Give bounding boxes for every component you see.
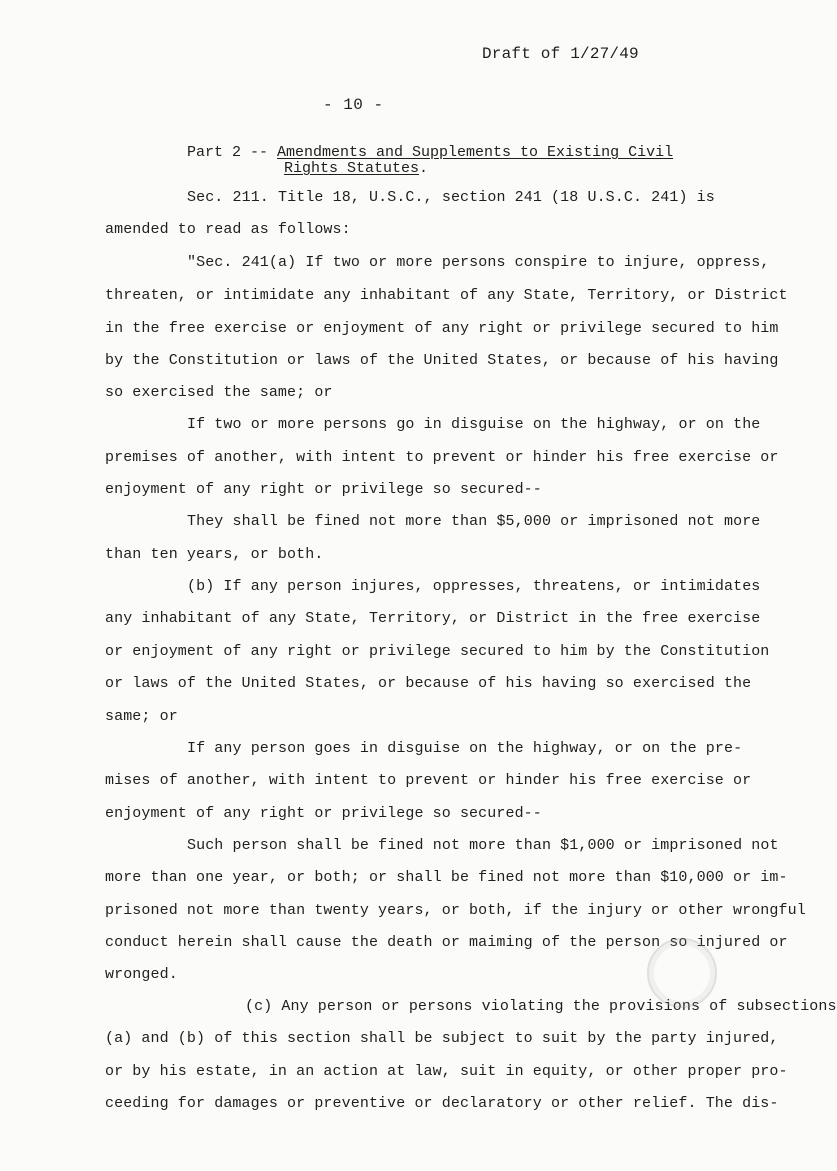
- text-line: premises of another, with intent to prevent or hinder his free exercise or: [105, 449, 779, 466]
- text-line: more than one year, or both; or shall be fined not more than $10,000 or im-: [105, 869, 788, 886]
- text-line: conduct herein shall cause the death or maiming of the person so injured or: [105, 934, 788, 951]
- part-heading-prefix: Part 2 --: [187, 144, 278, 161]
- text-line: or by his estate, in an action at law, suit in equity, or other proper pro-: [105, 1063, 788, 1080]
- text-line: so exercised the same; or: [105, 384, 333, 401]
- text-line: If any person goes in disguise on the highway, or on the pre-: [187, 740, 743, 757]
- text-line: (b) If any person injures, oppresses, threatens, or intimidates: [187, 578, 761, 595]
- text-line: If two or more persons go in disguise on the highway, or on the: [187, 416, 761, 433]
- text-line: same; or: [105, 708, 178, 725]
- archive-stamp-seal: [647, 938, 717, 1008]
- text-line: prisoned not more than twenty years, or both, if the injury or other wrongful: [105, 902, 806, 919]
- text-line: any inhabitant of any State, Territory, or District in the free exercise: [105, 610, 761, 627]
- text-line: "Sec. 241(a) If two or more persons conspire to injure, oppress,: [187, 254, 770, 271]
- text-line: Sec. 211. Title 18, U.S.C., section 241 (18 U.S.C. 241) is: [187, 189, 715, 206]
- text-line: enjoyment of any right or privilege so secured--: [105, 805, 542, 822]
- text-line: Such person shall be fined not more than $1,000 or imprisoned not: [187, 837, 779, 854]
- text-line: or enjoyment of any right or privilege secured to him by the Constitution: [105, 643, 770, 660]
- text-line: enjoyment of any right or privilege so secured--: [105, 481, 542, 498]
- text-line: by the Constitution or laws of the United States, or because of his having: [105, 352, 779, 369]
- text-line: mises of another, with intent to prevent or hinder his free exercise or: [105, 772, 752, 789]
- part-heading: Part 2 -- Amendments and Supplements to Existing Civil Rights Statutes.: [187, 144, 674, 177]
- text-line: They shall be fined not more than $5,000 or imprisoned not more: [187, 513, 761, 530]
- text-line: in the free exercise or enjoyment of any right or privilege secured to him: [105, 320, 779, 337]
- text-line: wronged.: [105, 966, 178, 983]
- text-line: or laws of the United States, or because of his having so exercised the: [105, 675, 752, 692]
- text-line: threaten, or intimidate any inhabitant of any State, Territory, or District: [105, 287, 788, 304]
- text-line: ceeding for damages or preventive or declaratory or other relief. The dis-: [105, 1095, 779, 1112]
- part-heading-title-line2: Rights Statutes: [284, 160, 420, 177]
- page-number: - 10 -: [323, 96, 384, 114]
- text-line: amended to read as follows:: [105, 221, 351, 238]
- draft-date: Draft of 1/27/49: [482, 45, 639, 63]
- part-heading-title-line1: Amendments and Supplements to Existing Civil: [277, 144, 674, 161]
- text-line: (a) and (b) of this section shall be subject to suit by the party injured,: [105, 1030, 779, 1047]
- text-line: than ten years, or both.: [105, 546, 324, 563]
- text-line: (c) Any person or persons violating the provisions of subsections: [245, 998, 837, 1015]
